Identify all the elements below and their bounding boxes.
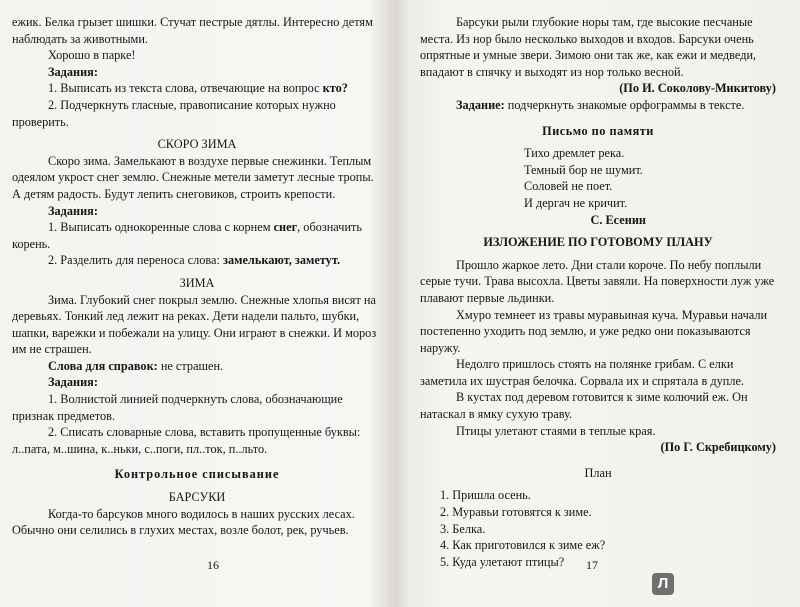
watermark-logo-icon: Л <box>652 573 674 595</box>
task-item: 2. Разделить для переноса слова: замелькают, заметут. <box>48 253 341 268</box>
source-citation: (По Г. Скребицкому) <box>660 440 776 455</box>
paragraph: Прошло жаркое лето. Дни стали короче. По небу поплыли серые тучи. Трава высохла. Цветы завяли. На поверхности луж уже плавают первые льдинки. <box>420 257 775 305</box>
right-page <box>420 14 776 570</box>
list-item: 4. Как приготовился к зиме еж? <box>440 538 606 553</box>
text-line: Хорошо в парке! <box>48 48 136 63</box>
task-item: Задание: подчеркнуть знакомые орфограммы в тексте. <box>456 97 745 112</box>
task-item: 2. Подчеркнуть гласные, правописание которых нужно проверить. <box>12 97 336 129</box>
section-text: Скоро зима. Замелькают в воздухе первые снежинки. Теплым одеялом укрост снег землю. Снежные метели заметут лесные тропы. А детям радость. Будут лепить снеговиков, строить крепости. <box>12 153 374 201</box>
poem-line: Темный бор не шумит. <box>524 162 643 177</box>
poem-line: Соловей не поет. <box>524 179 613 194</box>
section-text: Когда-то барсуков много водилось в наших русских лесах. Обычно они селились в глухих местах, возле болот, рек, ручьев. <box>12 506 355 538</box>
tasks-heading: Задания: <box>48 375 98 390</box>
task-item: 1. Волнистой линией подчеркнуть слова, обозначающие признак предметов. <box>12 392 343 423</box>
task-item: 2. Списать словарные слова, вставить пропущенные буквы: л..пата, м..шина, к..ньки, с..поги, пл..ток, п..льто. <box>12 425 361 456</box>
task-item: 1. Выписать однокоренные слова с корнем снег, обозначить корень. <box>12 220 363 251</box>
poem-author: С. Есенин <box>590 212 646 227</box>
page-number: 17 <box>586 558 598 572</box>
text-line: ежик. Белка грызет шишки. Стучат пестрые дятлы. Интересно детям наблюдать за животными. <box>12 15 373 46</box>
task-item: 1. Выписать из текста слова, отвечающие на вопрос кто? <box>48 81 348 96</box>
section-text: Барсуки рыли глубокие норы там, где высокие песчаные места. Из нор было несколько выходов и входов. Барсуки очень опрятные и умные звери. Зимою они так же, как ежи и медведи, впадают в спячку и выходят из нор только весной. <box>420 15 757 79</box>
tasks-heading: Задания: <box>48 203 98 218</box>
section-title: СКОРО ЗИМА <box>157 137 237 152</box>
page-number: 16 <box>207 558 219 572</box>
poem <box>420 145 776 211</box>
section-title: ИЗЛОЖЕНИЕ ПО ГОТОВОМУ ПЛАНУ <box>483 235 713 250</box>
list-item: 5. Куда улетают птицы? <box>440 554 565 569</box>
plan-list <box>420 487 776 570</box>
section-title: БАРСУКИ <box>168 490 226 505</box>
list-item: 3. Белка. <box>440 521 486 536</box>
paragraph: Хмуро темнеет из травы муравьиная куча. Муравьи начали постепенно уходить под землю, и уже редко они показываются наружу. <box>420 307 768 355</box>
list-item: 1. Пришла осень. <box>440 488 531 503</box>
section-text: Зима. Глубокий снег покрыл землю. Снежные хлопья висят на деревьях. Тонкий лед лежит на реках. Дети надели пальто, шубки, шапки, варежки и побежали на улицу. Они играют в снежки. И мороз им не страшен. <box>12 292 377 357</box>
left-page <box>12 14 382 539</box>
section-title: Контрольное списывание <box>114 467 280 482</box>
poem-line: И дергач не кричит. <box>524 195 628 210</box>
tasks-heading: Задания: <box>48 64 98 79</box>
paragraph: Недолго пришлось стоять на полянке грибам. С елки заметила их шустрая белочка. Сорвала их и спрятала в дупле. <box>420 357 744 388</box>
paragraph: Птицы улетают стаями в теплые края. <box>456 423 656 438</box>
paragraph: В кустах под деревом готовится к зиме колючий еж. Он натаскал в ямку сухую траву. <box>420 390 748 422</box>
help-words: Слова для справок: не страшен. <box>48 358 224 373</box>
source-citation: (По И. Соколову-Микитову) <box>619 81 776 96</box>
plan-title: План <box>584 465 612 480</box>
poem-line: Тихо дремлет река. <box>524 146 625 161</box>
section-title: Письмо по памяти <box>542 123 654 138</box>
section-title: ЗИМА <box>179 275 215 290</box>
list-item: 2. Муравьи готовятся к зиме. <box>440 505 592 520</box>
